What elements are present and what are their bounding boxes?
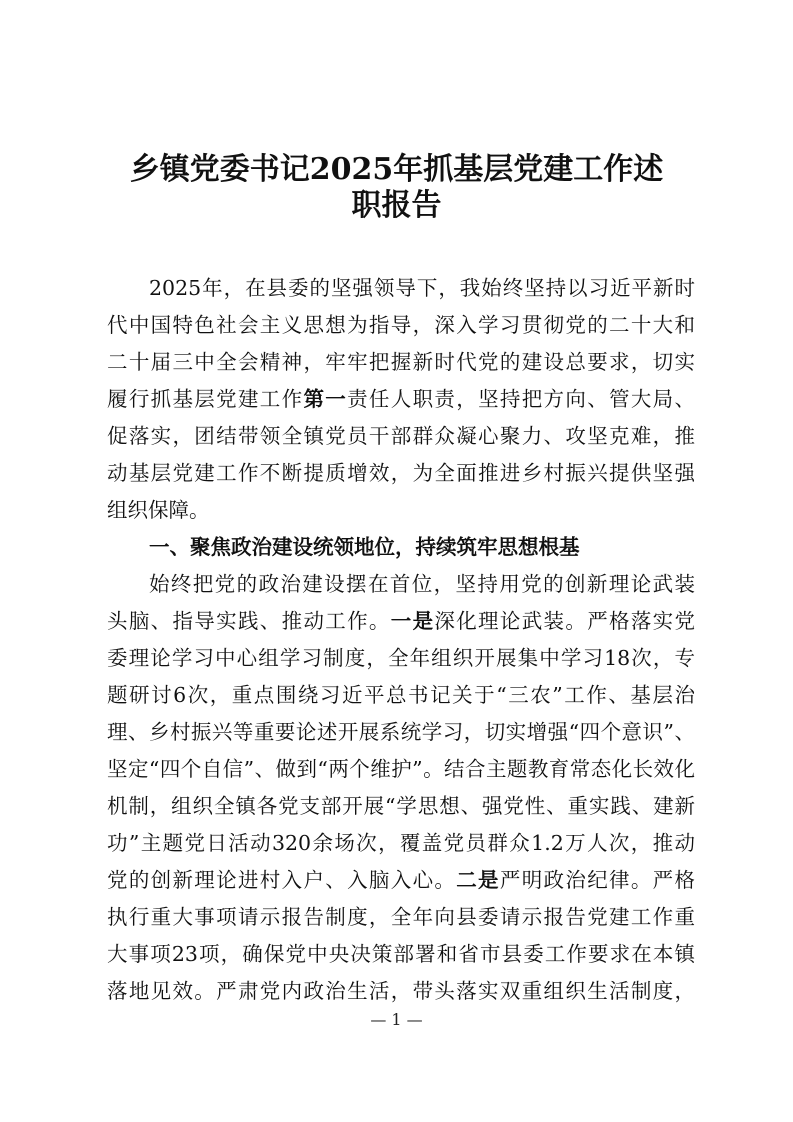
text-segment: 理、乡村振兴等重要论述开展系统学习，切实增强“四个意识”、 xyxy=(107,720,695,744)
text-line xyxy=(107,751,695,788)
title-line-2: 职报告 xyxy=(351,188,442,223)
text-line xyxy=(107,825,695,862)
text-segment: 动基层党建工作不断提质增效，为全面推进乡村振兴提供坚强 xyxy=(107,461,695,485)
text-segment: 大事项23项，确保党中央决策部署和省市县委工作要求在本镇 xyxy=(107,942,695,966)
text-line xyxy=(107,455,695,492)
bold-text: 第一 xyxy=(303,387,348,411)
text-segment: 机制，组织全镇各党支部开展“学思想、强党性、重实践、建新 xyxy=(107,794,695,818)
text-segment: 党的创新理论进村入户、入脑入心。 xyxy=(107,868,457,892)
text-line xyxy=(107,270,695,307)
text-line xyxy=(107,936,695,973)
text-segment: 委理论学习中心组学习制度，全年组织开展集中学习18次，专 xyxy=(107,646,695,670)
text-segment: 履行抓基层党建工作 xyxy=(107,387,304,411)
section-heading xyxy=(107,529,695,566)
text-line xyxy=(107,307,695,344)
text-segment: 二十届三中全会精神，牢牢把握新时代党的建设总要求，切实 xyxy=(107,350,695,374)
bold-text: 二是 xyxy=(456,868,500,892)
text-segment: 代中国特色社会主义思想为指导，深入学习贯彻党的二十大和 xyxy=(107,313,695,337)
text-segment: 始终把党的政治建设摆在首位，坚持用党的创新理论武装 xyxy=(149,572,695,596)
text-line xyxy=(107,492,695,529)
text-line xyxy=(107,714,695,751)
title-line-1: 乡镇党委书记2025年抓基层党建工作述 xyxy=(129,152,664,187)
document-body xyxy=(107,270,695,1010)
text-line xyxy=(107,862,695,899)
text-line xyxy=(107,381,695,418)
text-segment: 头脑、指导实践、推动工作。 xyxy=(107,609,391,633)
text-segment: 一、聚焦政治建设统领地位，持续筑牢思想根基 xyxy=(149,535,580,559)
text-line xyxy=(107,677,695,714)
text-segment: 严明政治纪律。严格 xyxy=(499,868,696,892)
text-line xyxy=(107,788,695,825)
text-segment: 落地见效。严肃党内政治生活，带头落实双重组织生活制度， xyxy=(107,979,695,1003)
text-segment: 促落实，团结带领全镇党员干部群众凝心聚力、攻坚克难，推 xyxy=(107,424,695,448)
text-line xyxy=(107,640,695,677)
text-segment: 2025年，在县委的坚强领导下，我始终坚持以习近平新时 xyxy=(149,276,695,300)
document-title xyxy=(100,152,693,224)
text-segment: 题研讨6次，重点围绕习近平总书记关于“三农”工作、基层治 xyxy=(107,683,695,707)
page-number: — 1 — xyxy=(370,1010,423,1029)
text-segment: 组织保障。 xyxy=(107,498,210,522)
text-line xyxy=(107,973,695,1010)
text-line xyxy=(107,566,695,603)
text-line xyxy=(107,899,695,936)
text-line xyxy=(107,603,695,640)
text-segment: 功”主题党日活动320余场次，覆盖党员群众1.2万人次，推动 xyxy=(107,831,695,855)
text-line xyxy=(107,344,695,381)
text-segment: 执行重大事项请示报告制度，全年向县委请示报告党建工作重 xyxy=(107,905,695,929)
bold-text: 一是 xyxy=(390,609,435,633)
text-segment: 深化理论武装。严格落实党 xyxy=(434,609,696,633)
text-line xyxy=(107,418,695,455)
text-segment: 责任人职责，坚持把方向、管大局、 xyxy=(347,387,696,411)
text-segment: 坚定“四个自信”、做到“两个维护”。结合主题教育常态化长效化 xyxy=(107,757,695,781)
